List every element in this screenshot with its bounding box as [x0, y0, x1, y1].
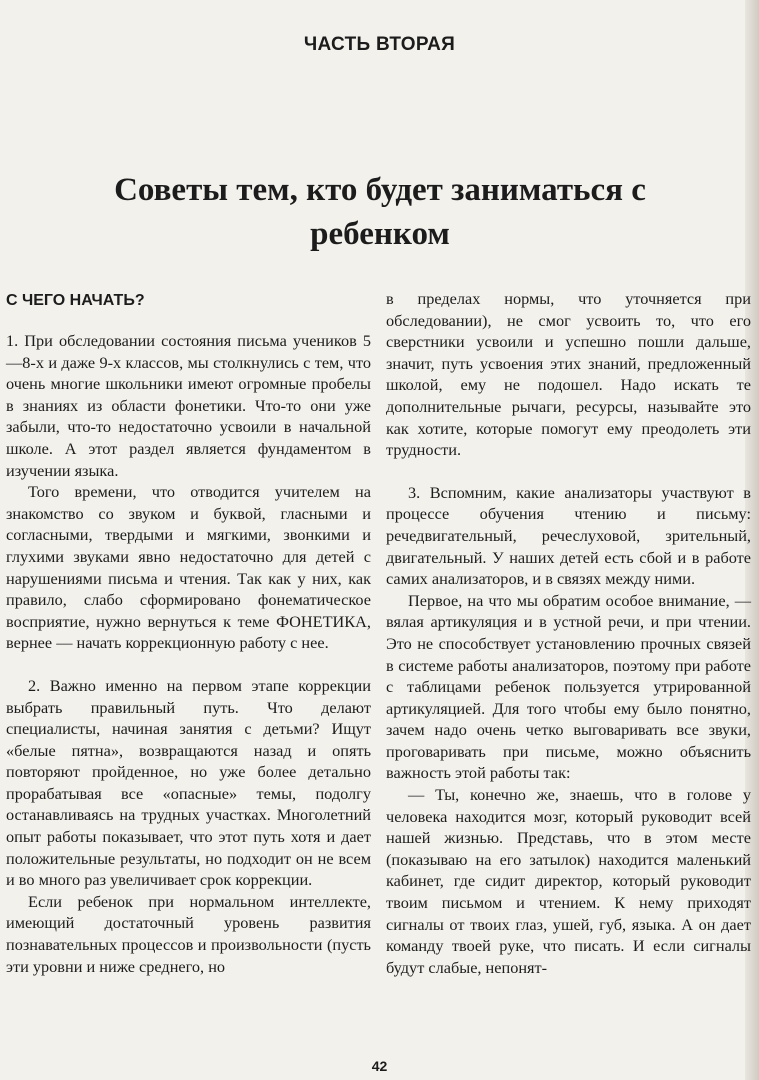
left-column — [6, 288, 371, 977]
paragraph: Того времени, что отводится учителем на знакомство со звуком и буквой, гласными и согласными, твердыми и мягкими, звонкими и глухими звуками явно недостаточно для детей с нарушениями письма и чтения. Так как у них, как правило, слабо сформировано фонематическое восприятие, нужно вернуться к теме ФОНЕТИКА, вернее — начать коррекционную работу с нее. — [6, 482, 371, 653]
paragraph: 3. Вспомним, какие анализаторы участвуют в процессе обучения чтению и письму: речедвигательный, речеслуховой, зрительный, двигательный. У наших детей есть сбой и в работе самих анализаторов, и в связях между ними. — [386, 482, 751, 589]
right-column — [386, 288, 751, 978]
paragraph: 1. При обследовании состояния письма учеников 5—8-х и даже 9-х классов, мы столкнулись с тем, что очень многие школьники имеют огромные пробелы в знаниях из области фонетики. Что-то они уже забыли, что-то недостаточно усвоили в начальной школе. А этот раздел является фундаментом в изучении языка. — [6, 331, 371, 480]
chapter-title: Советы тем, кто будет заниматься с ребенком — [114, 172, 646, 252]
section-heading: С ЧЕГО НАЧАТЬ? — [6, 292, 145, 309]
paragraph: в пределах нормы, что уточняется при обследовании), не смог усвоить то, что его сверстники усвоили и успешно пошли дальше, значит, путь усвоения этих знаний, предложенный школой, ему не подошел. Надо искать те дополнительные рычаги, ресурсы, называйте это как хотите, которые помогут ему преодолеть эти трудности. — [386, 289, 751, 460]
paragraph: Если ребенок при нормальном интеллекте, имеющий достаточный уровень развития познавательных процессов и произвольности (пусть эти уровни и ниже среднего, но — [6, 891, 371, 976]
paragraph: Первое, на что мы обратим особое внимание, — вялая артикуляция и в устной речи, и при чтении. Это не способствует установлению прочных связей в системе работы анализаторов, поэтому при работе с таблицами ребенок пользуется утрированной артикуляцией. Для того чтобы ему было понятно, зачем надо очень четко выговаривать все звуки, проговаривать при письме, можно объяснить важность этой работы так: — [386, 590, 751, 783]
paragraph: 2. Важно именно на первом этапе коррекции выбрать правильный путь. Что делают специалисты, начиная занятия с детьми? Ищут «белые пятна», возвращаются назад и опять повторяют пройденное, но уже более детально прорабатывая все «опасные» темы, подолгу останавливаясь на трудных участках. Многолетний опыт работы показывает, что этот путь хотя и дает положительные результаты, но подходит он не всем и во много раз увеличивает срок коррекции. — [6, 675, 371, 890]
part-header: ЧАСТЬ ВТОРАЯ — [303, 34, 456, 55]
page-number: 42 — [371, 1058, 388, 1074]
paragraph: — Ты, конечно же, знаешь, что в голове у человека находится мозг, который руководит всей нашей жизнью. Представь, что в этом месте (показываю на его затылок) находится маленький кабинет, где сидит директор, который руководит твоим письмом и чтением. К нему приходят сигналы от твоих глаз, ушей, губ, языка. А он дает команду твоей руке, что писать. И если сигналы будут слабые, непонят- — [386, 785, 751, 977]
